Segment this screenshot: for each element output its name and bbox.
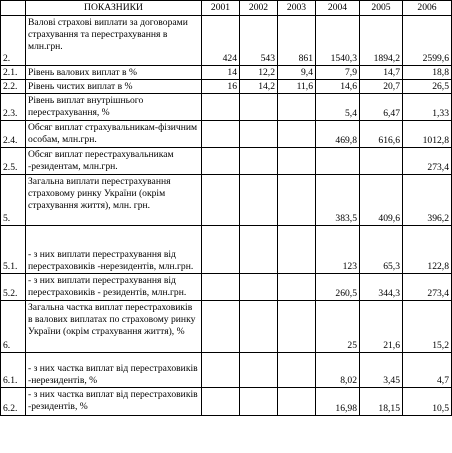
value-cell [202, 148, 240, 175]
value-cell: 21,6 [360, 301, 403, 353]
value-cell: 25 [316, 301, 360, 353]
table-row [1, 94, 452, 121]
value-cell [278, 388, 316, 416]
row-number: 5. [1, 175, 26, 226]
table-row [1, 121, 452, 148]
value-cell [278, 148, 316, 175]
value-cell: 5,4 [316, 94, 360, 121]
table-row [1, 175, 452, 226]
row-label: - з них виплати перестрахування від перестраховиків -нерезидентів, млн.грн. [26, 226, 202, 274]
value-cell [240, 388, 278, 416]
row-number: 6. [1, 301, 26, 353]
row-label: Обсяг виплат страхувальникам-фізичним особам, млн.грн. [26, 121, 202, 148]
header-year-2004: 2004 [316, 1, 360, 16]
value-cell: 16,98 [316, 388, 360, 416]
table-row [1, 148, 452, 175]
value-cell: 20,7 [360, 80, 403, 94]
value-cell [240, 175, 278, 226]
row-number: 2.2. [1, 80, 26, 94]
value-cell: 14,6 [316, 80, 360, 94]
value-cell: 14,7 [360, 66, 403, 80]
table-row [1, 388, 452, 416]
value-cell: 4,7 [403, 353, 452, 388]
value-cell: 6,47 [360, 94, 403, 121]
row-number: 2.4. [1, 121, 26, 148]
header-year-2002: 2002 [240, 1, 278, 16]
value-cell: 861 [278, 16, 316, 66]
value-cell: 11,6 [278, 80, 316, 94]
value-cell: 8,02 [316, 353, 360, 388]
value-cell [278, 175, 316, 226]
row-label: Рівень виплат внутрішнього перестрахування, % [26, 94, 202, 121]
value-cell: 409,6 [360, 175, 403, 226]
value-cell: 7,9 [316, 66, 360, 80]
value-cell [240, 148, 278, 175]
value-cell: 260,5 [316, 274, 360, 301]
header-number-cell [1, 1, 26, 16]
value-cell: 469,8 [316, 121, 360, 148]
table-row [1, 353, 452, 388]
value-cell [202, 274, 240, 301]
value-cell: 10,5 [403, 388, 452, 416]
value-cell [278, 121, 316, 148]
table-row [1, 80, 452, 94]
value-cell: 18,8 [403, 66, 452, 80]
value-cell: 65,3 [360, 226, 403, 274]
value-cell [202, 388, 240, 416]
table-row [1, 274, 452, 301]
value-cell [202, 301, 240, 353]
value-cell: 273,4 [403, 274, 452, 301]
value-cell [278, 226, 316, 274]
value-cell [278, 94, 316, 121]
header-year-2006: 2006 [403, 1, 452, 16]
value-cell: 273,4 [403, 148, 452, 175]
value-cell [240, 226, 278, 274]
row-number: 2. [1, 16, 26, 66]
value-cell [240, 353, 278, 388]
value-cell: 16 [202, 80, 240, 94]
row-label: - з них виплати перестрахування від перестраховиків - резидентів, млн.грн. [26, 274, 202, 301]
header-year-2001: 2001 [202, 1, 240, 16]
row-number: 2.5. [1, 148, 26, 175]
value-cell [316, 148, 360, 175]
table-row [1, 66, 452, 80]
value-cell: 1012,8 [403, 121, 452, 148]
value-cell [278, 301, 316, 353]
row-label: Загальна виплати перестрахування страховому ринку України (окрім страхування життя), млн. грн. [26, 175, 202, 226]
row-number: 2.3. [1, 94, 26, 121]
value-cell: 15,2 [403, 301, 452, 353]
value-cell [202, 226, 240, 274]
row-number: 6.2. [1, 388, 26, 416]
row-number: 5.2. [1, 274, 26, 301]
value-cell: 1,33 [403, 94, 452, 121]
row-label: Рівень чистих виплат в % [26, 80, 202, 94]
value-cell [202, 353, 240, 388]
value-cell [240, 274, 278, 301]
value-cell: 543 [240, 16, 278, 66]
header-row [1, 1, 452, 16]
value-cell: 383,5 [316, 175, 360, 226]
value-cell: 9,4 [278, 66, 316, 80]
value-cell [360, 148, 403, 175]
row-label: Обсяг виплат перестрахувальникам -резидентам, млн.грн. [26, 148, 202, 175]
value-cell [278, 353, 316, 388]
value-cell: 18,15 [360, 388, 403, 416]
row-label: Рівень валових виплат в % [26, 66, 202, 80]
row-label: - з них частка виплат від перестраховиків -резидентів, % [26, 388, 202, 416]
row-number: 6.1. [1, 353, 26, 388]
value-cell [278, 274, 316, 301]
row-label: - з них частка виплат від перестраховиків -нерезидентів, % [26, 353, 202, 388]
value-cell [202, 175, 240, 226]
value-cell: 1540,3 [316, 16, 360, 66]
row-label: Валові страхові виплати за договорами страхування та перестрахування в млн.грн. [26, 16, 202, 66]
value-cell: 12,2 [240, 66, 278, 80]
value-cell [202, 121, 240, 148]
value-cell: 14 [202, 66, 240, 80]
value-cell [240, 301, 278, 353]
header-indicators-cell: ПОКАЗНИКИ [26, 1, 202, 16]
value-cell [202, 94, 240, 121]
header-year-2005: 2005 [360, 1, 403, 16]
value-cell: 2599,6 [403, 16, 452, 66]
value-cell: 3,45 [360, 353, 403, 388]
table-row [1, 16, 452, 66]
row-label: Загальна частка виплат перестраховиків в валових виплатах по страховому ринку України (окрім страхування життя), % [26, 301, 202, 353]
value-cell: 1894,2 [360, 16, 403, 66]
header-year-2003: 2003 [278, 1, 316, 16]
table-row [1, 226, 452, 274]
value-cell: 616,6 [360, 121, 403, 148]
value-cell: 123 [316, 226, 360, 274]
value-cell: 122,8 [403, 226, 452, 274]
value-cell: 396,2 [403, 175, 452, 226]
table-row [1, 301, 452, 353]
value-cell: 26,5 [403, 80, 452, 94]
row-number: 2.1. [1, 66, 26, 80]
value-cell: 14,2 [240, 80, 278, 94]
value-cell: 424 [202, 16, 240, 66]
value-cell [240, 94, 278, 121]
value-cell [240, 121, 278, 148]
value-cell: 344,3 [360, 274, 403, 301]
row-number: 5.1. [1, 226, 26, 274]
